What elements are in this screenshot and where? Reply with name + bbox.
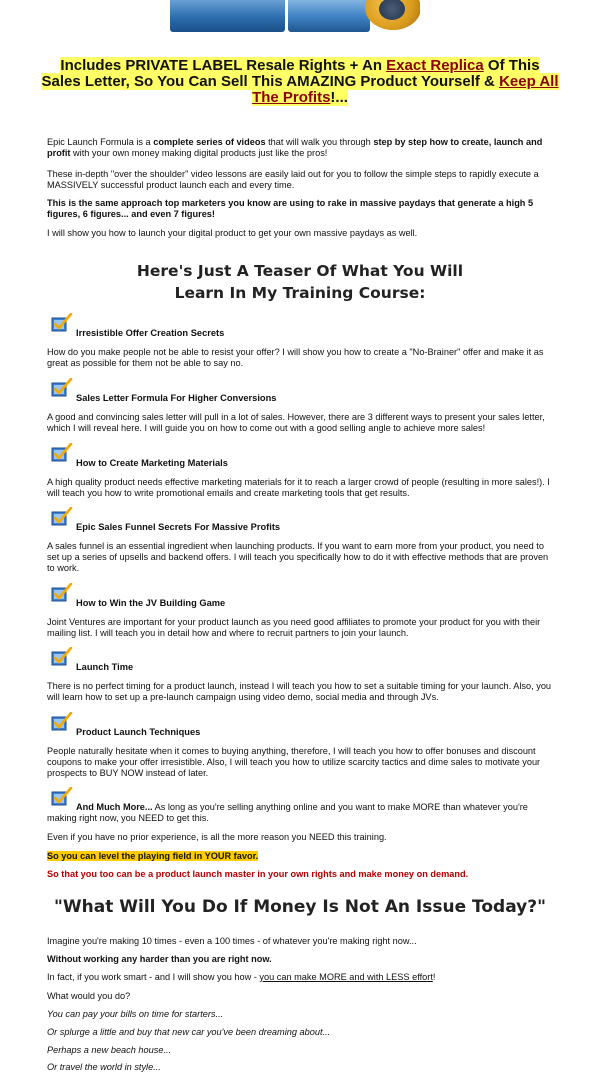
- item-title: How to Create Marketing Materials: [76, 458, 228, 468]
- item-description: [47, 802, 553, 824]
- item-title: And Much More...: [76, 802, 153, 812]
- checkbox-checked-icon: [51, 507, 73, 526]
- money-title: "What Will You Do If Money Is Not An Issue Today?": [54, 897, 546, 917]
- item-title: How to Win the JV Building Game: [76, 598, 226, 608]
- item-description: Joint Ventures are important for your product launch as you need good affiliates to promote your product for you with their mailing list. I will teach you in detail how and where to recruit partners to join your launch.: [47, 617, 541, 638]
- exact-replica-link[interactable]: Exact Replica: [386, 57, 484, 74]
- headline-text: Includes PRIVATE LABEL Resale Rights + An: [60, 57, 387, 74]
- item-title: Sales Letter Formula For Higher Conversions: [76, 393, 277, 403]
- money-p7: Perhaps a new beach house...: [47, 1045, 172, 1055]
- money-p3: In fact, if you work smart - and I will show you how - you can make MORE and with LESS effort!: [47, 972, 436, 982]
- teaser-title-line-1: Here's Just A Teaser Of What You Will: [136, 262, 464, 280]
- item-title: Irresistible Offer Creation Secrets: [76, 328, 225, 338]
- no-experience-text: Even if you have no prior experience, is all the more reason you NEED this training.: [47, 832, 387, 842]
- item-description: A high quality product needs effective marketing materials for it to reach a larger crowd of people (resulting in more sales!). I will teach you how to write promotional emails and create marketing tools that get results.: [47, 477, 550, 498]
- item-description: A good and convincing sales letter will pull in a lot of sales. However, there are 3 different ways to present your sales letter, which I will reveal here. I will guide you on how to come out with a good selling angle to achieve more sales!: [47, 412, 545, 433]
- level-field-text: So you can level the playing field in YOUR favor.: [47, 851, 259, 861]
- headline-text-2: Of This Sales Letter, So You Can Sell This AMAZING Product Yourself &: [41, 57, 540, 90]
- checkbox-checked-icon: [51, 313, 73, 332]
- product-box-image: [170, 0, 420, 32]
- item-description: A sales funnel is an essential ingredient when launching products. If you want to earn more from your product, you need to set up a series of upsells and backend offers. I will teach you specifically how to do it with effective methods that are proven to work.: [47, 541, 549, 573]
- intro-paragraph-1: Epic Launch Formula is a complete series of videos that will walk you through step by step how to create, launch and profit with your own money making digital products just like the pros!: [47, 137, 543, 158]
- item-description: There is no perfect timing for a product launch, instead I will teach you how to set a suitable timing for your launch. Also, you will learn how to set up a pre-launch campaign using video demo, social media and through JVs.: [47, 681, 552, 702]
- money-p5: You can pay your bills on time for starters...: [47, 1009, 224, 1019]
- teaser-title-line-2: Learn In My Training Course:: [174, 284, 426, 302]
- money-p4: What would you do?: [47, 991, 131, 1001]
- item-title: Epic Sales Funnel Secrets For Massive Profits: [76, 522, 281, 532]
- intro-paragraph-2: These in-depth "over the shoulder" video lessons are easily laid out for you to follow the simple steps to rapidly execute a MASSIVELY successful product launch each and every time.: [47, 169, 539, 190]
- teaser-title: [90, 260, 510, 304]
- money-p2: Without working any harder than you are right now.: [47, 954, 272, 964]
- checkbox-checked-icon: [51, 378, 73, 397]
- checkbox-checked-icon: [51, 583, 73, 602]
- intro-paragraph-4: I will show you how to launch your digital product to get your own massive paydays as well.: [47, 228, 418, 238]
- more-less-effort-link[interactable]: you can make MORE and with LESS effort: [259, 972, 433, 982]
- money-p6: Or splurge a little and buy that new car you've been dreaming about...: [47, 1027, 331, 1037]
- checkbox-checked-icon: [51, 647, 73, 666]
- item-title: Launch Time: [76, 662, 134, 672]
- money-p1: Imagine you're making 10 times - even a 100 times - of whatever you're making right now...: [47, 936, 417, 946]
- checkbox-checked-icon: [51, 443, 73, 462]
- money-p8: Or travel the world in style...: [47, 1062, 161, 1072]
- headline-text-3: !...: [330, 89, 348, 106]
- keep-profits-link[interactable]: Keep All The Profits: [252, 73, 559, 106]
- item-description-text: As long as you're selling anything online and you want to make MORE than whatever you're making right now, you NEED to get this.: [47, 802, 528, 823]
- item-title: Product Launch Techniques: [76, 727, 201, 737]
- headline: [40, 58, 560, 106]
- launch-master-text: So that you too can be a product launch master in your own rights and make money on demand.: [47, 869, 469, 879]
- checkbox-checked-icon: [51, 712, 73, 731]
- intro-paragraph-3: This is the same approach top marketers you know are using to rake in massive paydays that generate a high 5 figures, 6 figures... and even 7 figures!: [47, 198, 534, 219]
- item-description: People naturally hesitate when it comes to buying anything, therefore, I will teach you how to offer bonuses and discount coupons to make your offer irresistible. Also, I will teach you how to utilize scarcity tactics and dime sales to motivate your prospects to BUY NOW instead of later.: [47, 746, 541, 778]
- item-description: How do you make people not be able to resist your offer? I will show you how to create a "No-Brainer" offer and make it as great as possible for them not be able to say no.: [47, 347, 544, 368]
